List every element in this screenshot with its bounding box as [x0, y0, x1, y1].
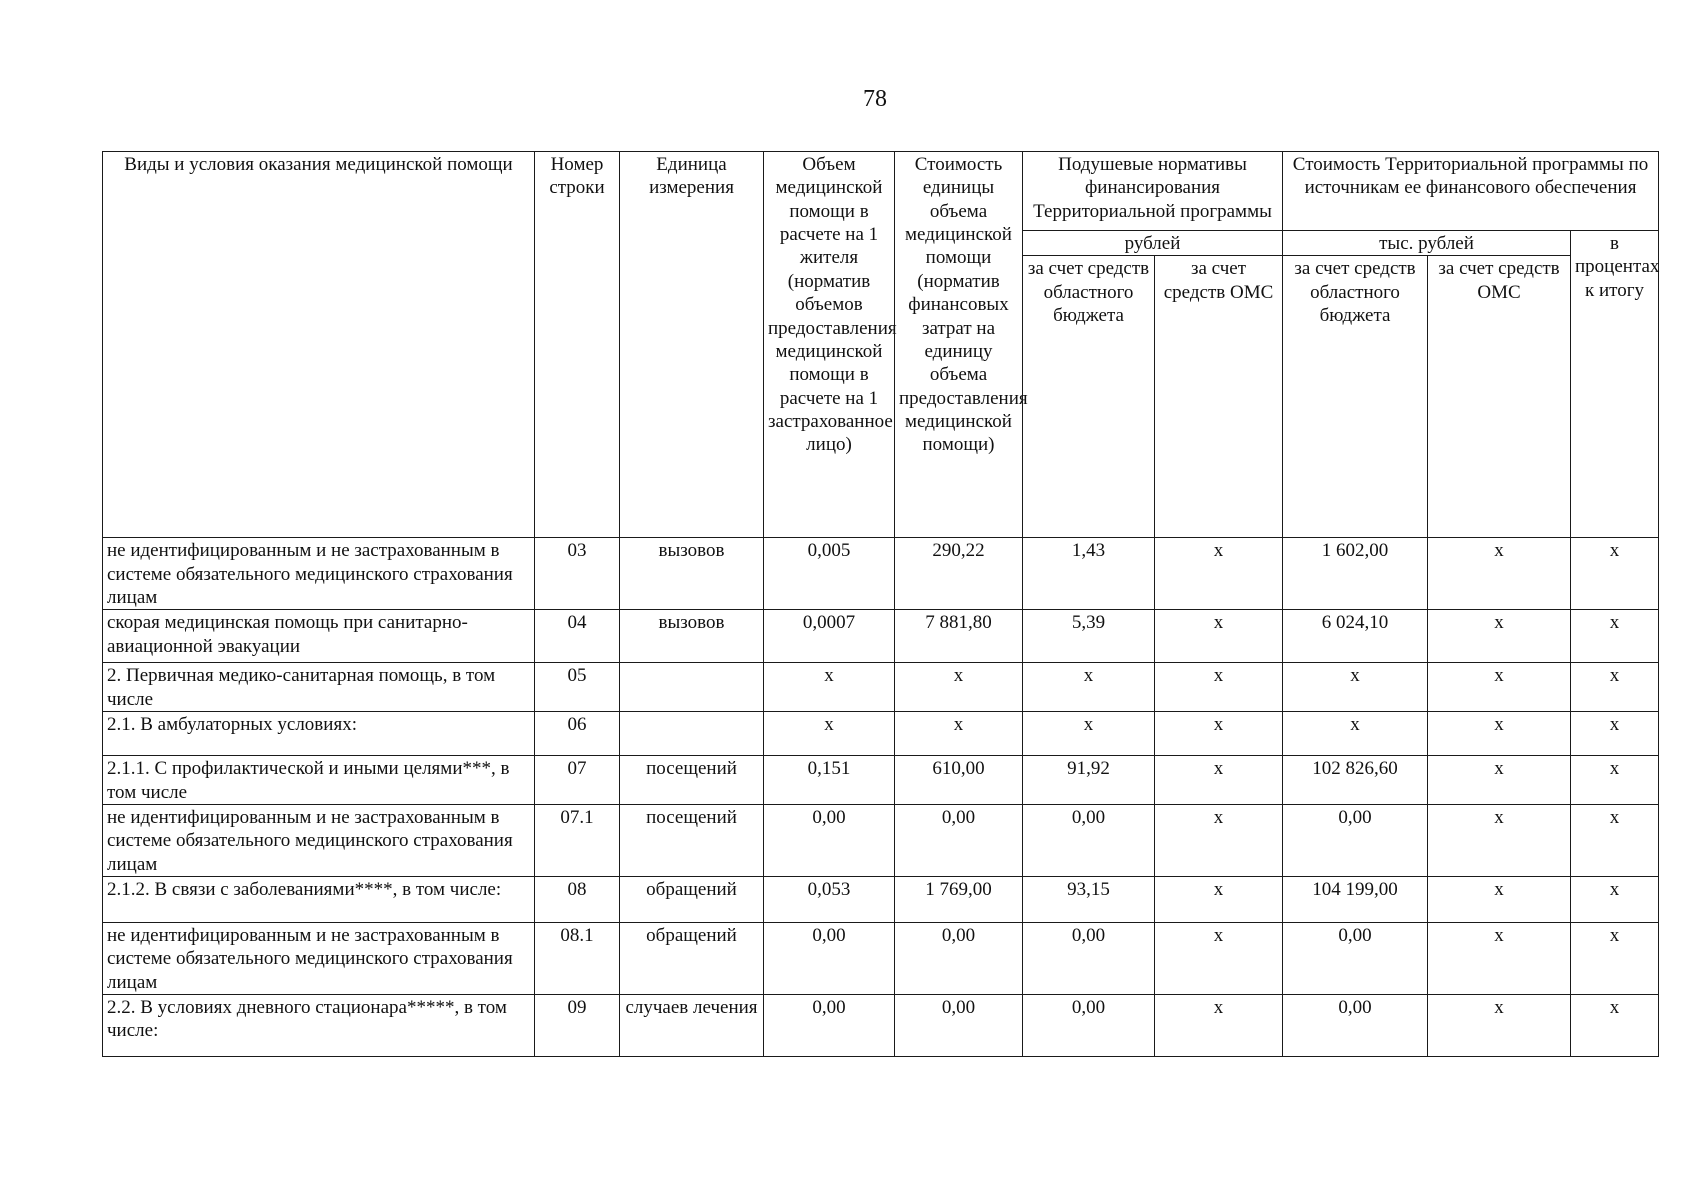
row-volume: 0,00 — [764, 804, 895, 876]
row-percent: х — [1571, 756, 1659, 805]
row-pr-oms: х — [1428, 538, 1571, 610]
row-pr-budget: х — [1283, 663, 1428, 712]
row-pc-budget: 1,43 — [1023, 538, 1155, 610]
row-pc-budget: х — [1023, 712, 1155, 756]
row-pr-oms: х — [1428, 876, 1571, 922]
row-percent: х — [1571, 995, 1659, 1057]
header-rubles: рублей — [1023, 231, 1283, 256]
row-number: 09 — [535, 995, 620, 1057]
row-pc-oms: х — [1155, 712, 1283, 756]
row-pc-oms: х — [1155, 756, 1283, 805]
row-cost: 1 769,00 — [895, 876, 1023, 922]
header-kind: Виды и условия оказания медицинской помощи — [103, 152, 535, 538]
row-pc-budget: 0,00 — [1023, 922, 1155, 994]
header-unit: Единица измерения — [620, 152, 764, 538]
row-cost: 0,00 — [895, 995, 1023, 1057]
row-pc-oms: х — [1155, 663, 1283, 712]
row-number: 07 — [535, 756, 620, 805]
header-unit-cost: Стоимость единицы объема медицинской помощи (норматив финансовых затрат на единицу объема предоставления медицинской помощи) — [895, 152, 1023, 538]
table-row — [103, 756, 1659, 805]
row-name: не идентифицированным и не застрахованным в системе обязательного медицинского страхования лицам — [103, 804, 535, 876]
row-volume: х — [764, 663, 895, 712]
row-pr-oms: х — [1428, 922, 1571, 994]
row-pc-oms: х — [1155, 610, 1283, 663]
row-percent: х — [1571, 876, 1659, 922]
row-volume: 0,151 — [764, 756, 895, 805]
header-oms-funds: за счет средств ОМС — [1155, 256, 1283, 538]
row-volume: 0,00 — [764, 922, 895, 994]
row-pr-oms: х — [1428, 756, 1571, 805]
row-pc-budget: 5,39 — [1023, 610, 1155, 663]
header-row-number: Номер строки — [535, 152, 620, 538]
row-unit: обращений — [620, 922, 764, 994]
row-cost: х — [895, 712, 1023, 756]
row-unit: посещений — [620, 756, 764, 805]
row-cost: 290,22 — [895, 538, 1023, 610]
row-pr-budget: 0,00 — [1283, 995, 1428, 1057]
row-pr-budget: 6 024,10 — [1283, 610, 1428, 663]
row-pr-oms: х — [1428, 804, 1571, 876]
row-percent: х — [1571, 712, 1659, 756]
row-pr-budget: 104 199,00 — [1283, 876, 1428, 922]
financing-table — [102, 151, 1659, 1057]
row-number: 06 — [535, 712, 620, 756]
row-pc-budget: 91,92 — [1023, 756, 1155, 805]
row-pc-budget: 0,00 — [1023, 804, 1155, 876]
header-volume: Объем медицинской помощи в расчете на 1 жителя (норматив объемов предоставления медицинской помощи в расчете на 1 застрахованное лицо) — [764, 152, 895, 538]
row-pc-budget: 0,00 — [1023, 995, 1155, 1057]
header-program-cost: Стоимость Территориальной программы по источникам ее финансового обеспечения — [1283, 152, 1659, 231]
row-percent: х — [1571, 922, 1659, 994]
row-unit: обращений — [620, 876, 764, 922]
row-pr-oms: х — [1428, 995, 1571, 1057]
row-pc-budget: 93,15 — [1023, 876, 1155, 922]
row-pr-budget: 0,00 — [1283, 804, 1428, 876]
table-row — [103, 876, 1659, 922]
row-cost: 7 881,80 — [895, 610, 1023, 663]
row-unit: вызовов — [620, 538, 764, 610]
table-row — [103, 538, 1659, 610]
row-pr-budget: 1 602,00 — [1283, 538, 1428, 610]
row-percent: х — [1571, 538, 1659, 610]
row-pc-oms: х — [1155, 538, 1283, 610]
row-percent: х — [1571, 610, 1659, 663]
row-pr-budget: х — [1283, 712, 1428, 756]
row-cost: 610,00 — [895, 756, 1023, 805]
row-volume: х — [764, 712, 895, 756]
row-pr-oms: х — [1428, 663, 1571, 712]
row-percent: х — [1571, 804, 1659, 876]
row-pc-budget: х — [1023, 663, 1155, 712]
row-volume: 0,053 — [764, 876, 895, 922]
header-thousand-rubles: тыс. рублей — [1283, 231, 1571, 256]
row-number: 05 — [535, 663, 620, 712]
table-row — [103, 995, 1659, 1057]
row-name: 2.1.1. С профилактической и иными целями***, в том числе — [103, 756, 535, 805]
header-regional-budget: за счет средств областного бюджета — [1023, 256, 1155, 538]
header-regional-budget-2: за счет средств областного бюджета — [1283, 256, 1428, 538]
row-number: 08.1 — [535, 922, 620, 994]
table-row — [103, 712, 1659, 756]
row-unit: случаев лечения — [620, 995, 764, 1057]
row-unit: вызовов — [620, 610, 764, 663]
row-number: 07.1 — [535, 804, 620, 876]
row-name: не идентифицированным и не застрахованным в системе обязательного медицинского страхования лицам — [103, 538, 535, 610]
row-pc-oms: х — [1155, 876, 1283, 922]
row-number: 04 — [535, 610, 620, 663]
row-number: 03 — [535, 538, 620, 610]
row-name: 2.1. В амбулаторных условиях: — [103, 712, 535, 756]
row-name: 2. Первичная медико-санитарная помощь, в том числе — [103, 663, 535, 712]
row-pr-oms: х — [1428, 610, 1571, 663]
row-pr-oms: х — [1428, 712, 1571, 756]
table-row — [103, 663, 1659, 712]
header-per-capita: Подушевые нормативы финансирования Территориальной программы — [1023, 152, 1283, 231]
row-unit — [620, 663, 764, 712]
row-number: 08 — [535, 876, 620, 922]
row-name: скорая медицинская помощь при санитарно-авиационной эвакуации — [103, 610, 535, 663]
row-name: 2.1.2. В связи с заболеваниями****, в том числе: — [103, 876, 535, 922]
header-oms-funds-2: за счет средств ОМС — [1428, 256, 1571, 538]
page-number: 78 — [863, 86, 887, 112]
row-volume: 0,005 — [764, 538, 895, 610]
row-pc-oms: х — [1155, 804, 1283, 876]
row-volume: 0,0007 — [764, 610, 895, 663]
row-pc-oms: х — [1155, 995, 1283, 1057]
table-row — [103, 610, 1659, 663]
header-percent: в процентах к итогу — [1571, 231, 1659, 538]
row-cost: 0,00 — [895, 922, 1023, 994]
row-pc-oms: х — [1155, 922, 1283, 994]
row-name: не идентифицированным и не застрахованным в системе обязательного медицинского страхования лицам — [103, 922, 535, 994]
row-unit: посещений — [620, 804, 764, 876]
row-pr-budget: 102 826,60 — [1283, 756, 1428, 805]
table-row — [103, 804, 1659, 876]
row-cost: х — [895, 663, 1023, 712]
row-volume: 0,00 — [764, 995, 895, 1057]
row-pr-budget: 0,00 — [1283, 922, 1428, 994]
table-row — [103, 922, 1659, 994]
row-cost: 0,00 — [895, 804, 1023, 876]
row-unit — [620, 712, 764, 756]
row-percent: х — [1571, 663, 1659, 712]
row-name: 2.2. В условиях дневного стационара*****, в том числе: — [103, 995, 535, 1057]
